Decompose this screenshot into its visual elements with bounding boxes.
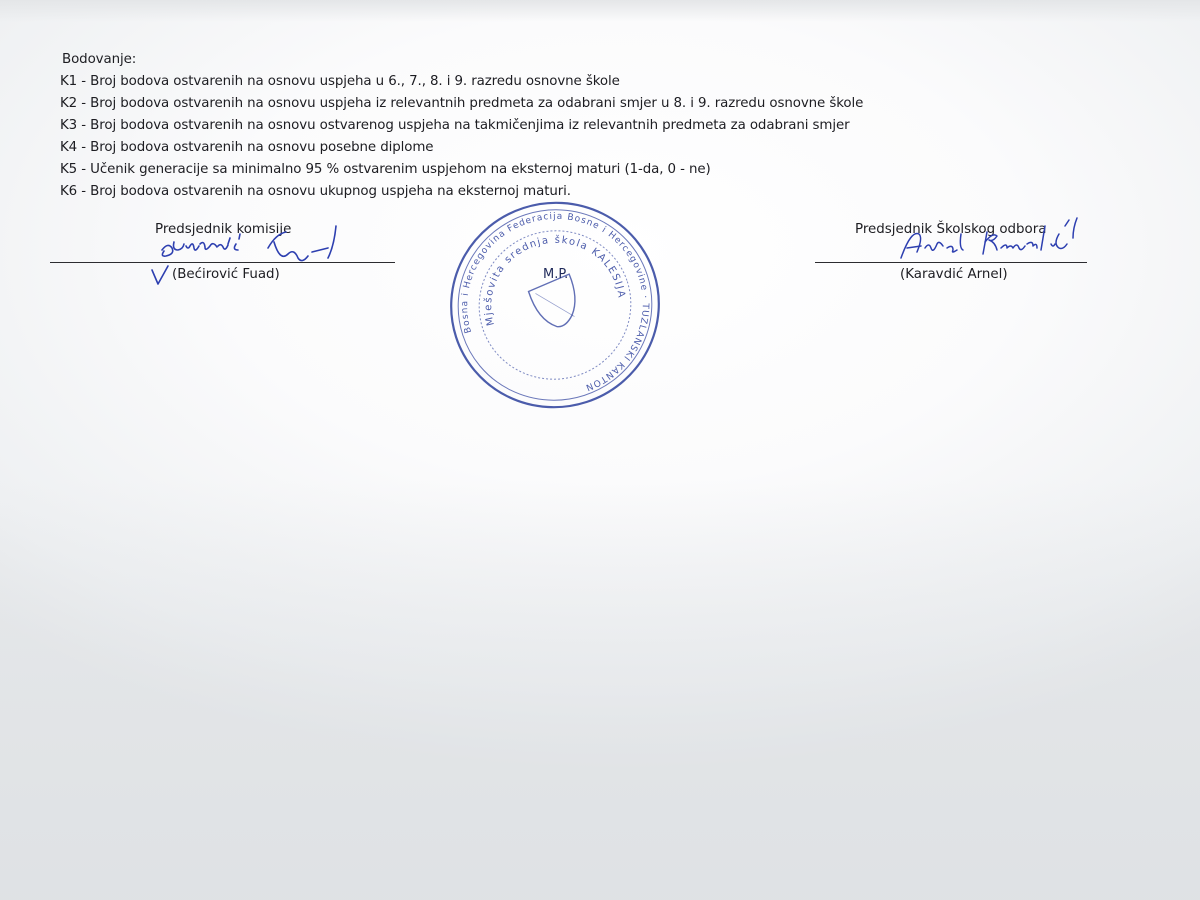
scoring-code: K4	[60, 140, 78, 155]
scoring-separator: -	[77, 162, 91, 177]
signatory-name-commission: (Bećirović Fuad)	[172, 267, 280, 282]
signatory-name-school-board: (Karavdić Arnel)	[900, 267, 1008, 282]
scoring-separator: -	[77, 184, 91, 199]
scoring-separator: -	[77, 96, 91, 111]
official-stamp	[448, 200, 663, 410]
scoring-code: K3	[60, 118, 78, 133]
scoring-text: Broj bodova ostvarenih na osnovu uspjeha iz relevantnih predmeta za odabrani smjer u 8. i 9. razredu osnovne škole	[90, 96, 864, 111]
signature-title-commission: Predsjednik komisije	[155, 222, 292, 237]
scoring-separator: -	[77, 140, 91, 155]
scoring-text: Broj bodova ostvarenih na osnovu ostvarenog uspjeha na takmičenjima iz relevantnih predmeta za odabrani smjer	[90, 118, 850, 133]
scoring-text: Broj bodova ostvarenih na osnovu posebne diplome	[90, 140, 434, 155]
signature-line-commission	[50, 262, 395, 263]
handwritten-signature-school-board	[895, 208, 1095, 264]
stamp-placeholder-label: M.P.	[543, 267, 569, 282]
scoring-code: K5	[60, 162, 78, 177]
scoring-code: K2	[60, 96, 78, 111]
stamp-inner-text: Mješovita srednja škola KALESIJA	[483, 234, 627, 327]
signature-line-school-board	[815, 262, 1087, 263]
scoring-separator: -	[77, 74, 91, 89]
scoring-heading: Bodovanje:	[62, 52, 137, 67]
scoring-item-k5	[60, 159, 863, 181]
page-shadow-bottom	[0, 480, 1200, 900]
page-shadow-top	[0, 0, 1200, 22]
scoring-text: Broj bodova ostvarenih na osnovu ukupnog uspjeha na eksternoj maturi.	[90, 184, 571, 199]
scoring-item-k3	[60, 115, 863, 137]
scoring-code: K6	[60, 184, 78, 199]
scoring-text: Broj bodova ostvarenih na osnovu uspjeha u 6., 7., 8. i 9. razredu osnovne škole	[90, 74, 620, 89]
scoring-code: K1	[60, 74, 78, 89]
signature-title-school-board: Predsjednik Školskog odbora	[855, 222, 1047, 237]
scoring-separator: -	[77, 118, 91, 133]
stamp-outer-text: Bosna i Hercegovina Federacija Bosne i Hercegovine · TUZLANSKI KANTON	[460, 211, 650, 393]
scoring-item-k1	[60, 71, 863, 93]
scoring-item-k2	[60, 93, 863, 115]
coat-of-arms-icon	[527, 274, 584, 333]
scoring-text: Učenik generacije sa minimalno 95 % ostvarenim uspjehom na eksternoj maturi (1-da, 0 - ne)	[90, 162, 711, 177]
scoring-item-k4	[60, 137, 863, 159]
scoring-legend	[60, 49, 863, 203]
